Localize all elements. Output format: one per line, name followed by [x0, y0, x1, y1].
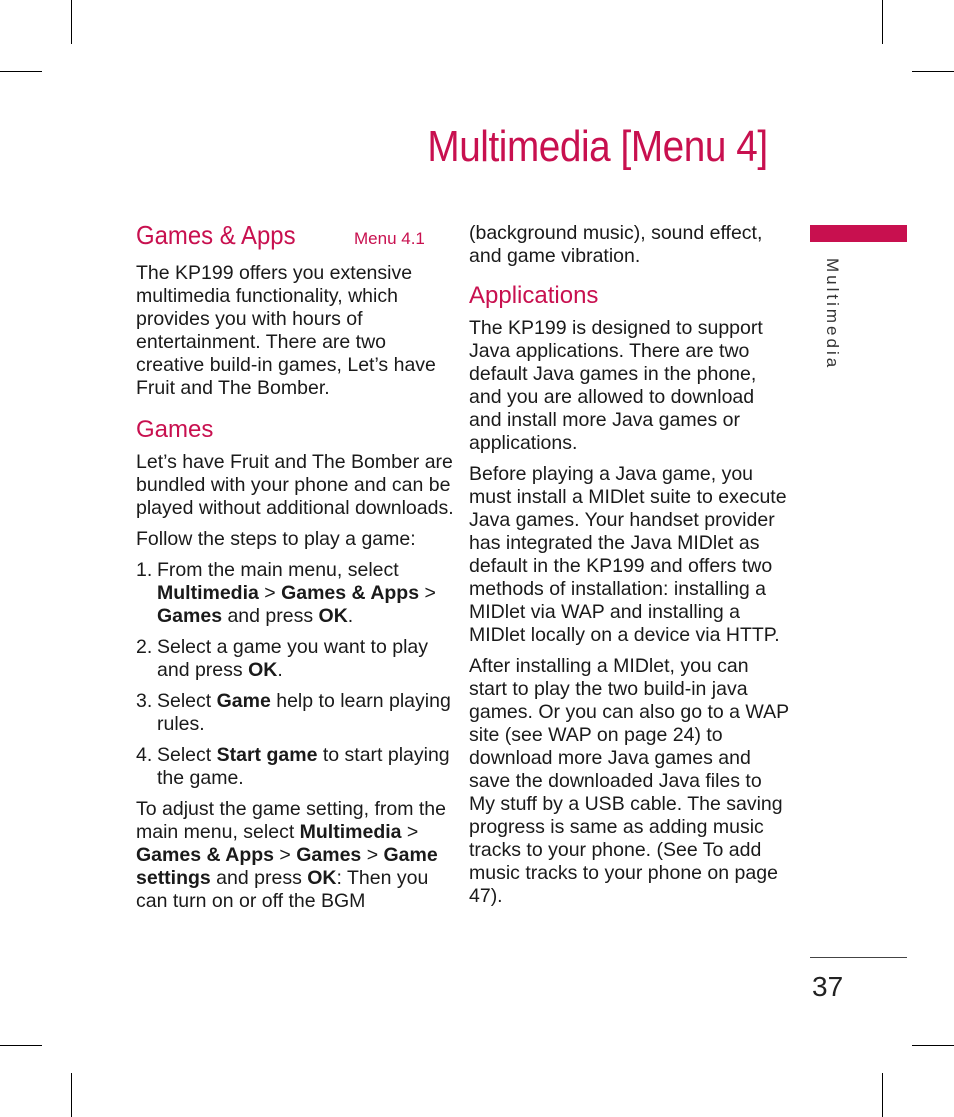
step-item [136, 690, 456, 736]
bold-term: OK [307, 867, 337, 889]
apps-paragraph-2: Before playing a Java game, you must install a MIDlet suite to execute Java games. Your handset provider has integrated the Java MIDlet as default in the KP199 and offers two methods of installation: installing a MIDlet via WAP and installing a MIDlet locally on a device via HTTP. [469, 463, 787, 646]
step-item [136, 559, 456, 628]
text-run: Select [157, 744, 217, 766]
crop-mark [882, 1073, 883, 1117]
settings-paragraph [136, 798, 456, 913]
bold-term: OK [248, 659, 278, 681]
bold-term: Games & Apps [281, 582, 420, 604]
text-run: and press [222, 605, 319, 627]
games-paragraph: Let’s have Fruit and The Bomber are bundled with your phone and can be played without additional downloads. [136, 451, 454, 519]
text-run: Select a game you want to play and press [157, 636, 428, 681]
text-run: > [274, 844, 297, 866]
page-number-rule [810, 957, 907, 958]
bold-term: OK [318, 605, 348, 627]
text-run: and press [210, 867, 308, 889]
text-run: . [347, 605, 354, 627]
text-run: > [419, 582, 436, 604]
step-number: 1. [136, 559, 153, 581]
text-run: : Then you can turn on or off the BGM [136, 867, 429, 912]
steps-intro: Follow the steps to play a game: [136, 528, 416, 550]
apps-paragraph-3: After installing a MIDlet, you can start to play the two build-in java games. Or you can also go to a WAP site (see WAP on page 24) to download more Java games and save the downloaded Java files to My stuff by a USB cable. The saving progress is same as adding music tracks to your phone. (See To add music tracks to your phone on page 47). [469, 655, 789, 907]
bold-term: Game [216, 690, 271, 712]
column-right [469, 222, 789, 916]
section-heading: Games & Apps [136, 220, 296, 250]
text-run: > [401, 821, 419, 843]
page-number: 37 [812, 971, 844, 1002]
text-run: Select [157, 690, 217, 712]
crop-mark [0, 71, 42, 72]
applications-heading: Applications [469, 282, 599, 309]
bold-term: Game settings [136, 844, 438, 889]
step-number: 2. [136, 636, 153, 658]
text-run: > [258, 582, 282, 604]
bold-term: Games & Apps [136, 844, 274, 866]
apps-paragraph-1: The KP199 is designed to support Java applications. There are two default Java games in the phone, and you are allowed to download and install more Java games or applications. [469, 317, 763, 454]
menu-reference: Menu 4.1 [354, 229, 425, 248]
text-run: > [361, 844, 384, 866]
crop-mark [0, 1045, 42, 1046]
bold-term: Multimedia [299, 821, 402, 843]
page-title: Multimedia [Menu 4] [427, 122, 768, 171]
text-run: To adjust the game setting, from the main menu, select [136, 798, 447, 843]
step-number: 3. [136, 690, 153, 712]
intro-paragraph: The KP199 offers you extensive multimedia functionality, which provides you with hours of entertainment. There are two creative build-in games, Let’s have Fruit and The Bomber. [136, 262, 436, 399]
continuation-paragraph: (background music), sound effect, and game vibration. [469, 222, 763, 267]
crop-mark [71, 0, 72, 44]
text-run: From the main menu, select [157, 559, 399, 581]
crop-mark [912, 1045, 954, 1046]
step-item [136, 744, 456, 790]
text-run: help to learn playing rules. [157, 690, 451, 735]
column-left [136, 262, 456, 921]
crop-mark [71, 1073, 72, 1117]
crop-mark [912, 71, 954, 72]
crop-mark [882, 0, 883, 44]
bold-term: Start game [216, 744, 318, 766]
side-tab-bar [810, 225, 907, 242]
steps-list [136, 559, 456, 790]
side-tab-label: Multimedia [823, 258, 842, 371]
step-number: 4. [136, 744, 153, 766]
bold-term: Games [296, 844, 362, 866]
games-heading: Games [136, 416, 214, 443]
text-run: to start playing the game. [157, 744, 450, 789]
bold-term: Multimedia [157, 582, 259, 604]
bold-term: Games [157, 605, 223, 627]
step-item [136, 636, 456, 682]
text-run: . [277, 659, 283, 681]
